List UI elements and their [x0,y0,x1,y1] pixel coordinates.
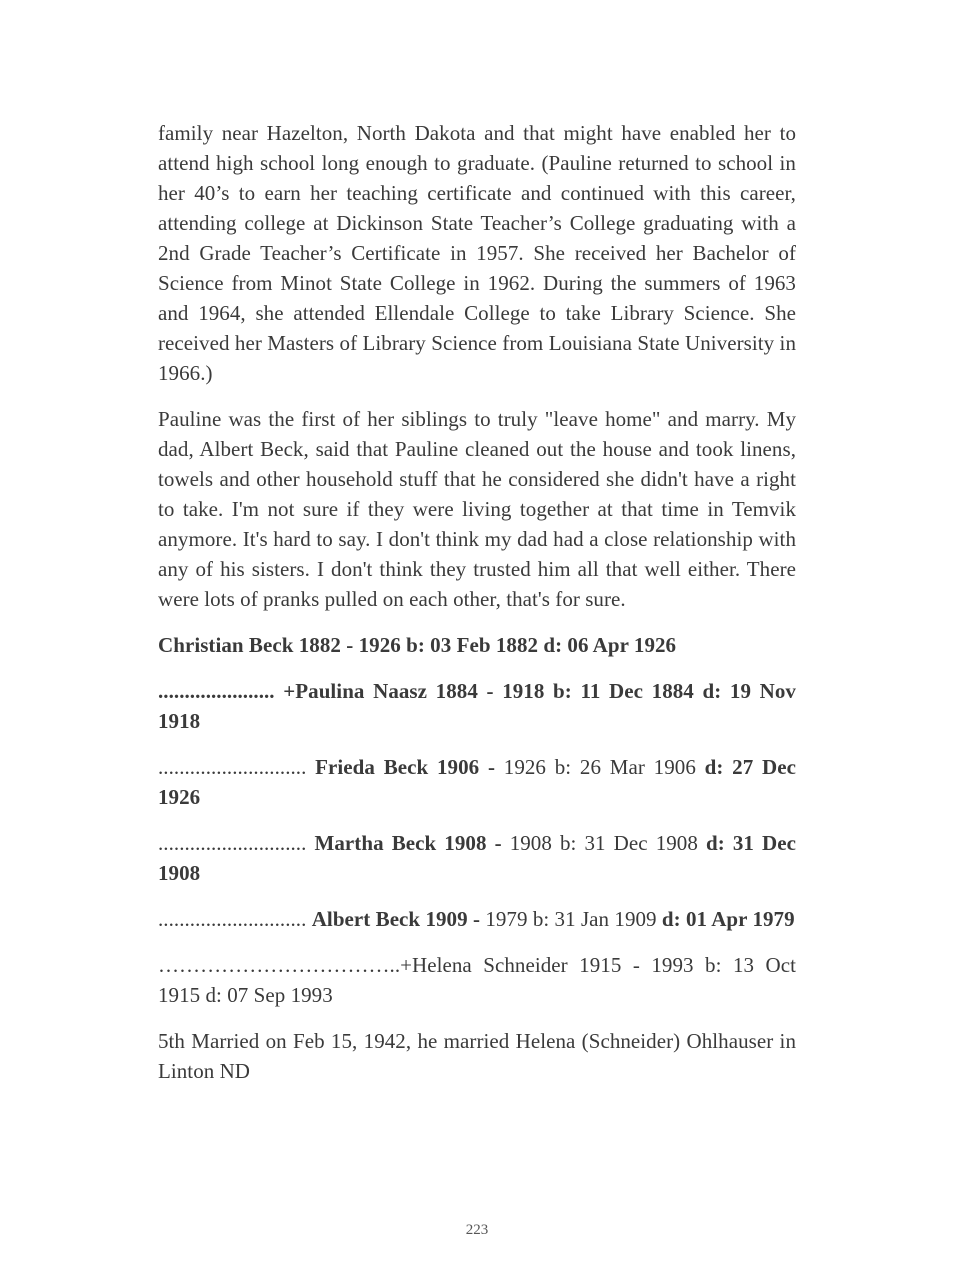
albert-name: Albert Beck 1909 - [311,907,481,931]
paulina-naasz-entry: ...................... +Paulina Naasz 1884 - 1918 b: 11 Dec 1884 d: 19 Nov 1918 [158,679,796,733]
albert-dates: 1979 b: 31 Jan 1909 [480,907,662,931]
genealogy-helena-schneider: ……………………………..+Helena Schneider 1915 - 1993 b: 13 Oct 1915 d: 07 Sep 1993 [158,953,796,1007]
paragraph-pauline-marriage: Pauline was the first of her siblings to truly "leave home" and marry. My dad, Albert Beck, said that Pauline cleaned out the house and took linens, towels and other household stuff that he considered she didn't have a right to take. I'm not sure if they were living together at that time in Temvik anymore. It's hard to say. I don't think my dad had a close relationship with any of his sisters. I don't think they trusted him all that well either. There were lots of pranks pulled on each other, that's for sure. [158,407,796,611]
page-number: 223 [465,1222,489,1238]
genealogy-albert-beck [158,904,796,934]
frieda-dots: ............................ [158,755,307,779]
martha-dates: 1908 b: 31 Dec 1908 [501,831,706,855]
martha-name: Martha Beck 1908 - [314,831,502,855]
frieda-dates: 1926 b: 26 Mar 1906 [495,755,705,779]
albert-dots: ............................ [158,907,307,931]
genealogy-christian-beck [158,630,796,660]
genealogy-martha-beck [158,828,796,888]
christian-beck-entry: Christian Beck 1882 - 1926 b: 03 Feb 1882 d: 06 Apr 1926 [158,633,677,657]
martha-dots: ............................ [158,831,307,855]
paragraph-pauline-education: family near Hazelton, North Dakota and that might have enabled her to attend high school long enough to graduate. (Pauline returned to school in her 40’s to earn her teaching certificate and continued with this career, attending college at Dickinson State Teacher’s College graduating with a 2nd Grade Teacher’s Certificate in 1957. She received her Bachelor of Science from Minot State College in 1962. During the summers of 1963 and 1964, she attended Ellendale College to take Library Science. She received her Masters of Library Science from Louisiana State University in 1966.) [158,121,796,385]
page-body [158,118,796,1102]
frieda-death: d: 27 Dec 1926 [158,755,796,809]
genealogy-frieda-beck [158,752,796,812]
martha-death: d: 31 Dec 1908 [158,831,796,885]
genealogy-paulina-naasz [158,676,796,736]
frieda-name: Frieda Beck 1906 - [315,755,496,779]
marriage-note: 5th Married on Feb 15, 1942, he married Helena (Schneider) Ohlhauser in Linton ND [158,1029,796,1083]
albert-death: d: 01 Apr 1979 [661,907,795,931]
